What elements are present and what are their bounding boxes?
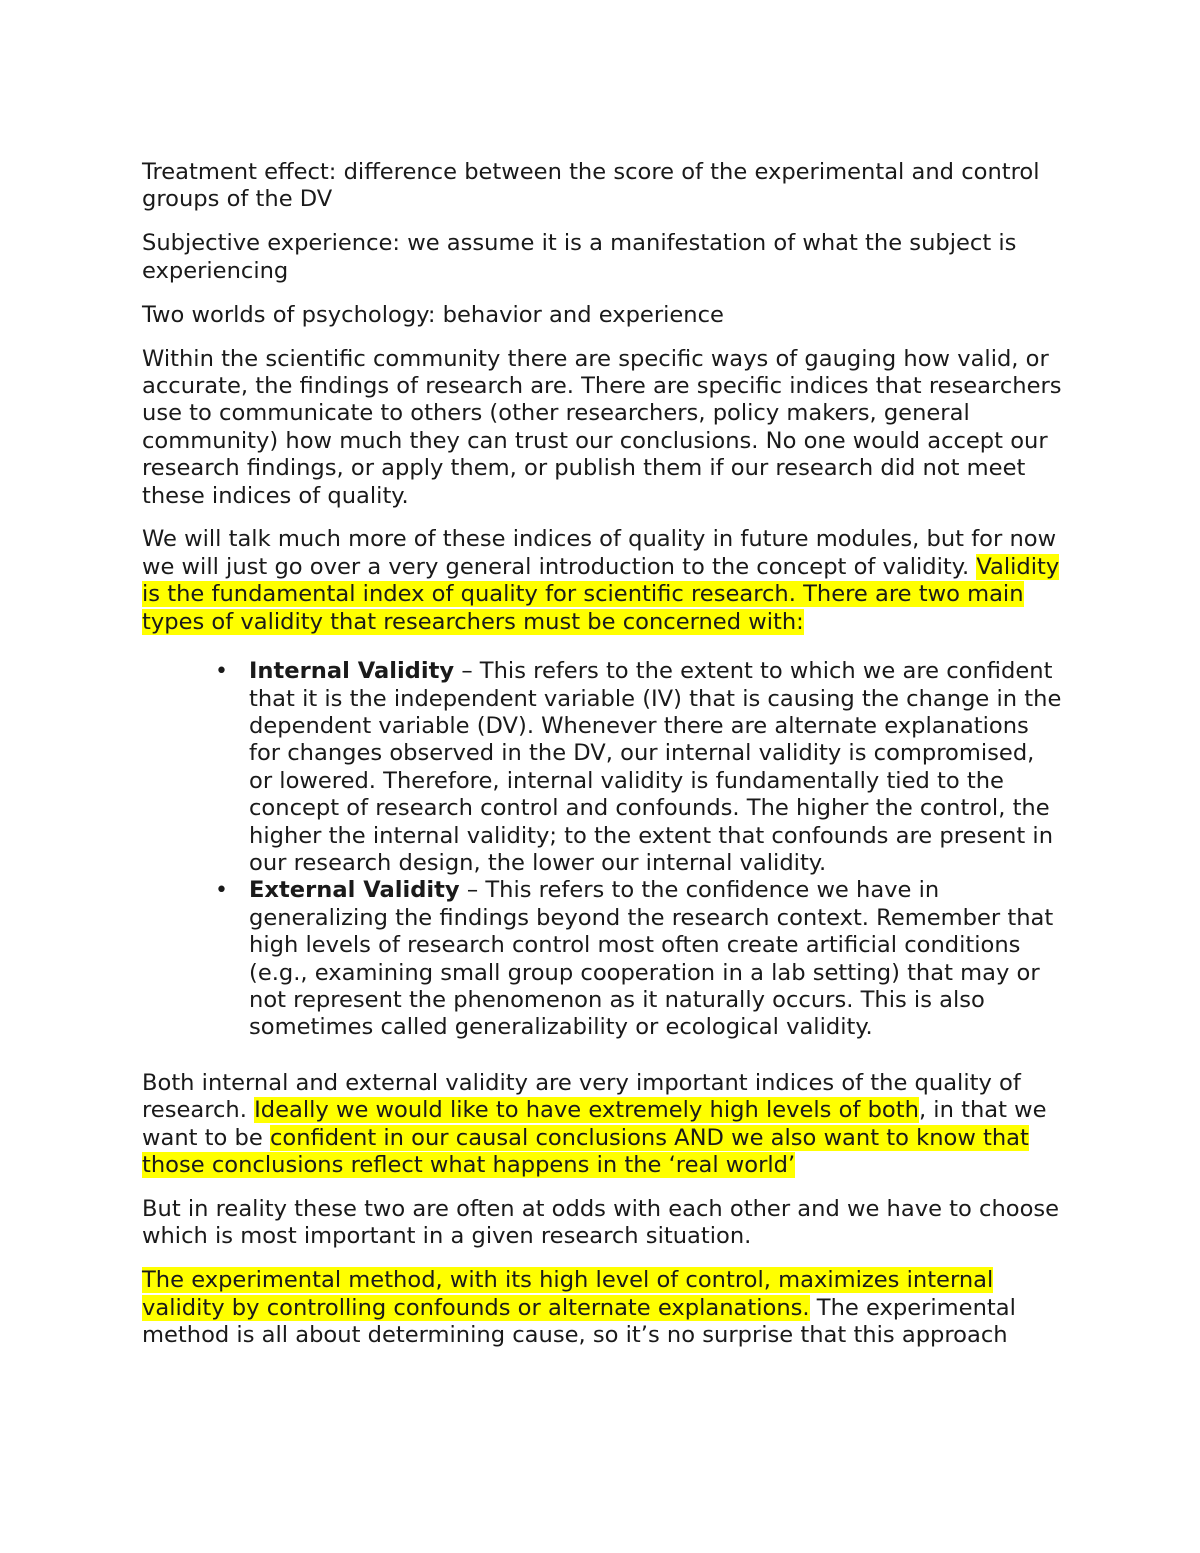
paragraph-both-validity [142, 1070, 1062, 1180]
paragraph-text: We will talk much more of these indices of quality in future modules, but for now we will just go over a very general introduction to the concept of validity. [142, 526, 1057, 580]
paragraph-treatment-effect [142, 159, 1062, 214]
paragraph-text: , in that we want to be [142, 1097, 1047, 1151]
paragraph-at-odds [142, 1196, 1062, 1251]
paragraph-validity-intro [142, 526, 1062, 636]
bullet-icon: • [215, 878, 228, 904]
paragraph-scientific-community [142, 346, 1062, 510]
paragraph-text: Two worlds of psychology: behavior and experience [142, 301, 724, 328]
bullet-icon: • [215, 659, 228, 685]
highlighted-text: The experimental method, with its high level of control, maximizes internal validity by controlling confounds or alternate explanations. [142, 1267, 994, 1321]
paragraph-subjective-experience [142, 230, 1062, 285]
paragraph-experimental-method [142, 1267, 1062, 1349]
list-item-term: Internal Validity [249, 658, 455, 685]
paragraph-text: Treatment effect: difference between the score of the experimental and control groups of the DV [142, 159, 1040, 213]
list-item-term: External Validity [249, 877, 460, 904]
paragraph-text: Within the scientific community there are specific ways of gauging how valid, or accurate, the findings of research are. There are specific indices that researchers use to communicate to others (other researchers, policy makers, general community) how much they can trust our conclusions. No one would accept our research findings, or apply them, or publish them if our research did not meet these indices of quality. [142, 345, 1062, 509]
highlighted-text: confident in our causal conclusions AND we also want to know that those conclusions reflect what happens in the ‘real world’ [142, 1124, 1029, 1178]
list-item-text: – This refers to the confidence we have in generalizing the findings beyond the research context. Remember that high levels of research control most often create artificial conditions (e.g., examining small group cooperation in a lab setting) that may or not represent the phenomenon as it naturally occurs. This is also sometimes called generalizability or ecological validity. [249, 877, 1054, 1041]
list-item-internal-validity [215, 658, 1062, 877]
highlighted-text: Validity is the fundamental index of quality for scientific research. There are two main types of validity that researchers must be concerned with: [142, 553, 1060, 635]
paragraph-text: Subjective experience: we assume it is a manifestation of what the subject is experiencing [142, 230, 1017, 284]
paragraph-text: Both internal and external validity are very important indices of the quality of research. [142, 1069, 1021, 1124]
list-item-text: – This refers to the extent to which we are confident that it is the independent variable (IV) that is causing the change in the dependent variable (DV). Whenever there are alternate explanations for changes observed in the DV, our internal validity is compromised, or lowered. Therefore, internal validity is fundamentally tied to the concept of research control and confounds. The higher the control, the higher the internal validity; to the extent that confounds are present in our research design, the lower our internal validity. [249, 658, 1062, 876]
highlighted-text: Ideally we would like to have extremely high levels of both [254, 1097, 919, 1124]
validity-types-list [142, 658, 1062, 1042]
paragraph-text: But in reality these two are often at odds with each other and we have to choose which is most important in a given research situation. [142, 1195, 1060, 1250]
paragraph-two-worlds [142, 302, 1062, 329]
list-item-external-validity [215, 877, 1062, 1041]
document-body [142, 159, 1062, 1366]
paragraph-text: The experimental method is all about determining cause, so it’s no surprise that this approach [142, 1294, 1016, 1349]
